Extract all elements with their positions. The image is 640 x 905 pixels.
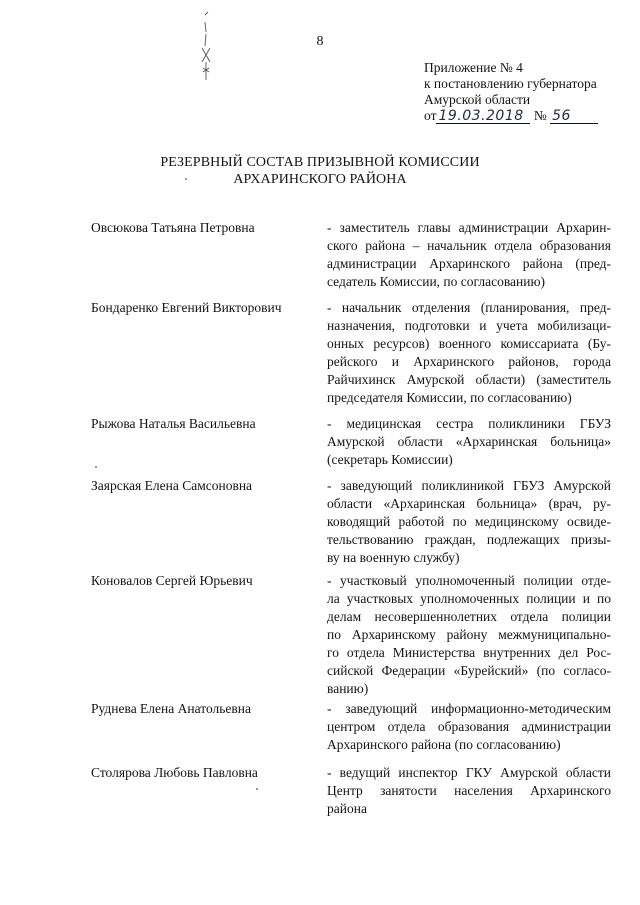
member-role-line: го отдела Министерства внутренних дел Рос- <box>327 645 611 660</box>
member-role-line: седатель Комиссии, по согласованию) <box>327 274 546 289</box>
member-role-line: - заведующий поликлиникой ГБУЗ Амурской <box>327 478 611 493</box>
stamp-mark <box>196 8 216 88</box>
member-name: Рыжова Наталья Васильевна <box>91 416 256 431</box>
member-role-line: администрации Архаринского района (пред- <box>327 256 611 271</box>
member-role-line: - заведующий информационно-методическим <box>327 701 611 716</box>
member-name: Овсюкова Татьяна Петровна <box>91 220 255 235</box>
member-role-line: - ведущий инспектор ГКУ Амурской области <box>327 765 611 780</box>
handwritten-number: 56 <box>550 109 598 124</box>
appendix-line-2: к постановлению губернатора <box>424 76 597 91</box>
member-role-line: тельствованию граждан, подлежащих призы- <box>327 532 611 547</box>
member-role-line: председателя Комиссии, по согласованию) <box>327 390 572 405</box>
document-title-line-2: АРХАРИНСКОГО РАЙОНА <box>233 172 407 187</box>
member-role <box>327 219 611 291</box>
page-number: 8 <box>316 34 324 49</box>
member-role-line: ву на военную службу) <box>327 550 460 565</box>
appendix-line-3: Амурской области <box>424 92 531 107</box>
member-name: Заярская Елена Самсоновна <box>91 478 253 493</box>
member-name: Столярова Любовь Павловна <box>91 765 258 780</box>
member-role-line: ского района – начальник отдела образования <box>327 238 611 253</box>
member-role-line: сийской Федерации «Бурейский» (по согласо- <box>327 663 611 678</box>
member-role-line: Райчихинск Амурской области) (заместитель <box>327 372 611 387</box>
member-role-line: центром отдела образования администрации <box>327 719 611 734</box>
member-role-line: (секретарь Комиссии) <box>327 452 453 467</box>
number-prefix: № <box>533 108 547 123</box>
member-role-line: - медицинская сестра поликлиники ГБУЗ <box>327 416 611 431</box>
appendix-date-line <box>424 108 624 124</box>
member-role <box>327 477 611 567</box>
member-role-line: рейского и Архаринского районов, города <box>327 354 611 369</box>
member-role-line: Центр занятости населения Архаринского <box>327 783 611 798</box>
member-role-line: - заместитель главы администрации Архарин- <box>327 220 611 235</box>
member-role-line: Архаринского района (по согласованию) <box>327 737 561 752</box>
member-role-line: - участковый уполномоченный полиции отде- <box>327 573 611 588</box>
handwritten-date: 19.03.2018 <box>436 109 530 124</box>
scan-speck <box>95 466 97 468</box>
member-role-line: назначения, подготовки и учета мобилизаци- <box>327 318 611 333</box>
member-role-line: делам несовершеннолетних отдела полиции <box>327 609 611 624</box>
member-role-line: Амурской области «Архаринская больница» <box>327 434 611 449</box>
scan-speck <box>185 178 187 180</box>
member-role <box>327 572 611 698</box>
member-role <box>327 700 611 754</box>
member-role <box>327 415 611 469</box>
member-role-line: района <box>327 801 367 816</box>
member-role-line: области «Архаринская больница» (врач, ру- <box>327 496 611 511</box>
document-title-line-1: РЕЗЕРВНЫЙ СОСТАВ ПРИЗЫВНОЙ КОМИССИИ <box>160 155 480 170</box>
member-role-line: ванию) <box>327 681 369 696</box>
date-prefix: от <box>424 108 437 123</box>
appendix-line-1: Приложение № 4 <box>424 60 523 75</box>
member-role-line: ла участковых уполномоченных полиции и по <box>327 591 611 606</box>
member-role <box>327 299 611 407</box>
member-role <box>327 764 611 818</box>
member-role-line: - начальник отделения (планирования, пред- <box>327 300 611 315</box>
scan-speck <box>256 788 258 790</box>
member-name: Коновалов Сергей Юрьевич <box>91 573 253 588</box>
appendix-block <box>424 60 624 124</box>
member-role-line: по Архаринскому району межмуниципально- <box>327 627 611 642</box>
member-role-line: ководящий работой по медицинскому освиде- <box>327 514 611 529</box>
member-role-line: онных ресурсов) военного комиссариата (Бу- <box>327 336 611 351</box>
member-name: Руднева Елена Анатольевна <box>91 701 252 716</box>
member-name: Бондаренко Евгений Викторович <box>91 300 282 315</box>
